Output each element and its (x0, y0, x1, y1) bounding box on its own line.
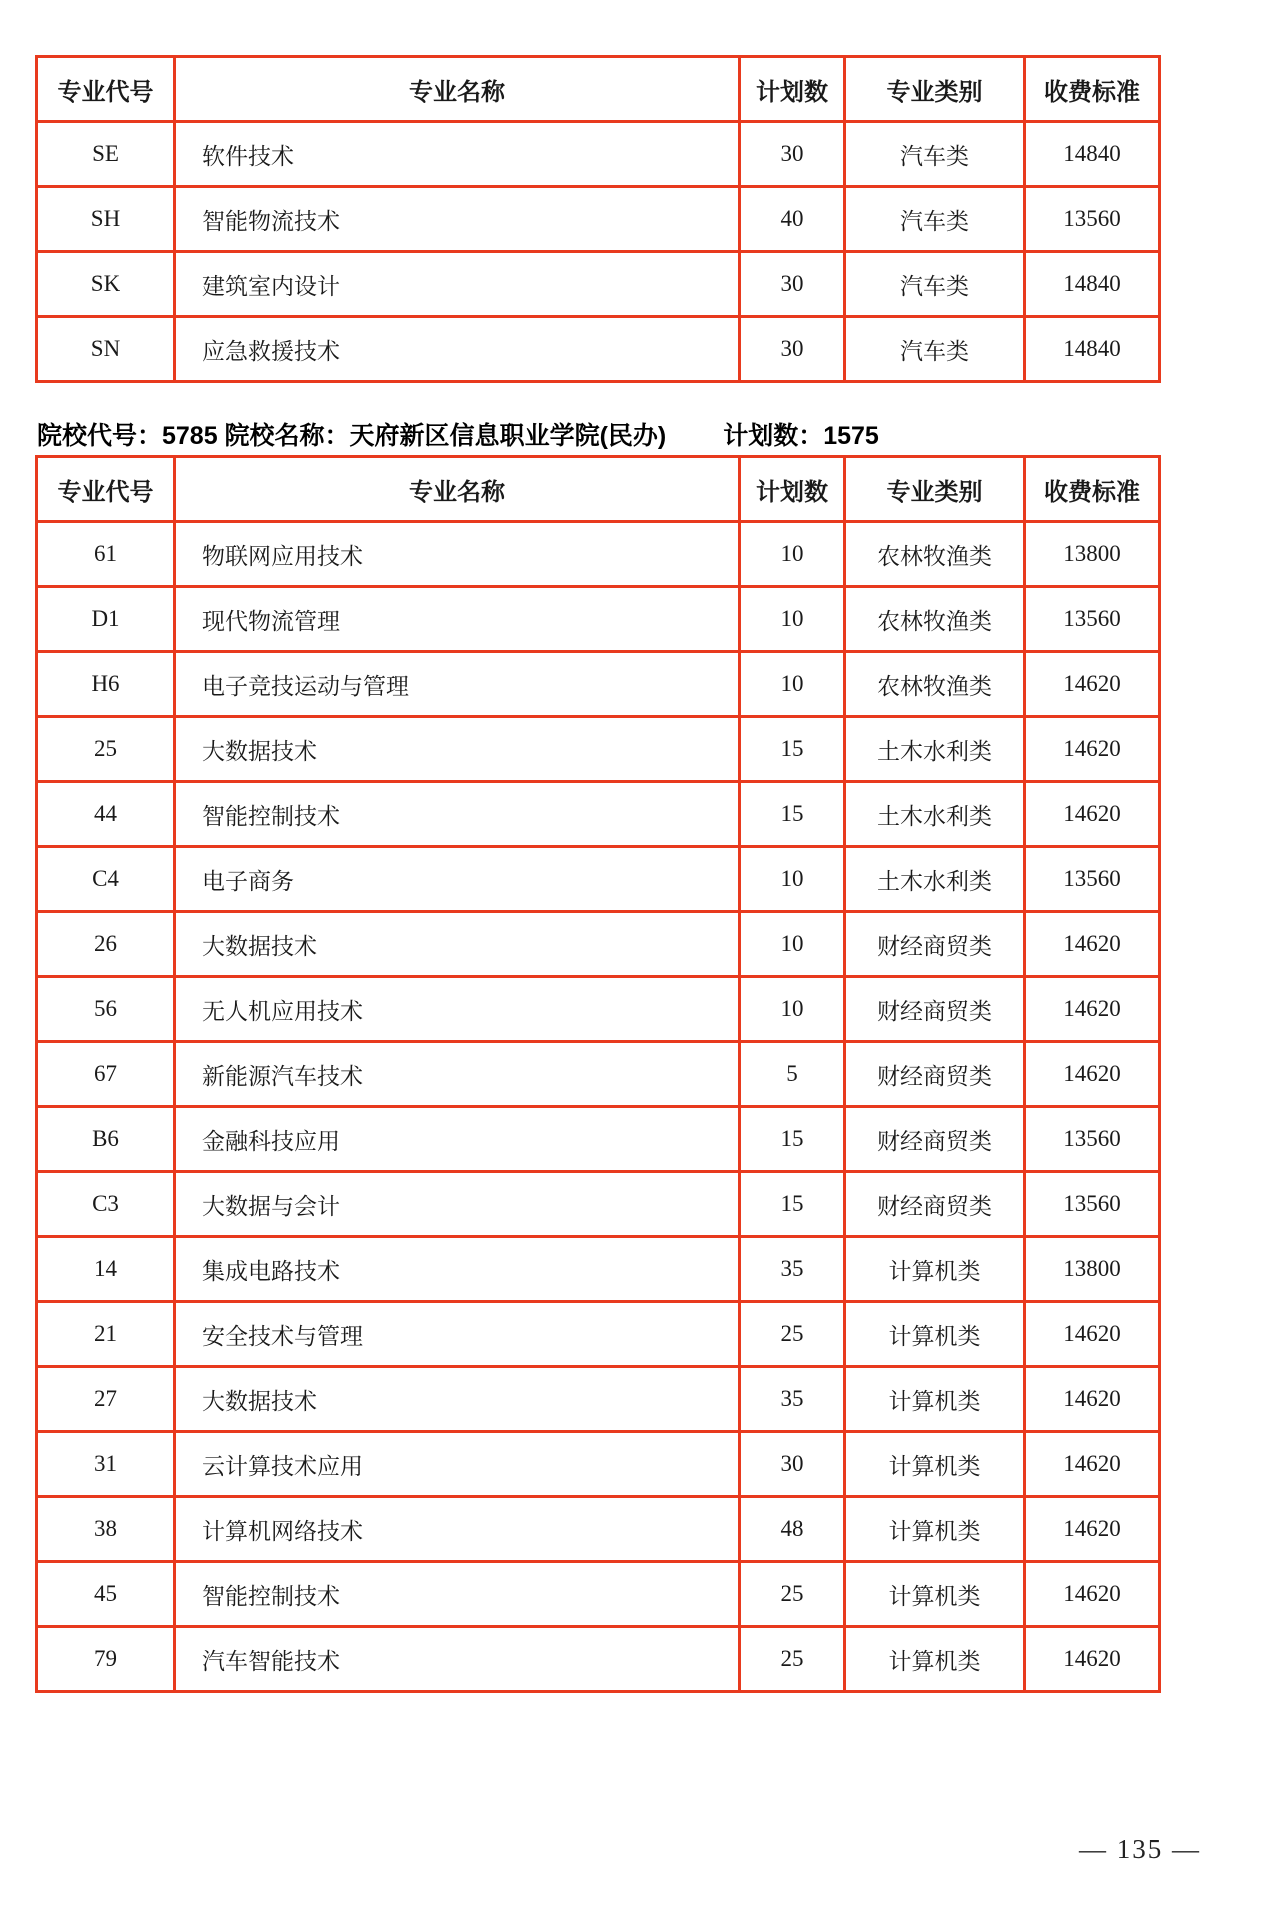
major-code-cell: 21 (37, 1302, 175, 1367)
major-category-cell: 计算机类 (845, 1432, 1025, 1497)
fee-standard-cell: 13560 (1025, 1172, 1160, 1237)
fee-standard-cell: 14840 (1025, 317, 1160, 382)
table-row (37, 1302, 1160, 1367)
plan-count-cell: 15 (740, 717, 845, 782)
institution-heading (37, 419, 1217, 453)
major-category-cell: 财经商贸类 (845, 1172, 1025, 1237)
plan-count-cell: 40 (740, 187, 845, 252)
fee-standard-cell: 13800 (1025, 1237, 1160, 1302)
plan-count-cell: 30 (740, 122, 845, 187)
major-code-cell: 61 (37, 522, 175, 587)
column-header: 计划数 (740, 457, 845, 522)
table-row (37, 122, 1160, 187)
plan-count-cell: 25 (740, 1627, 845, 1692)
fee-standard-cell: 13560 (1025, 187, 1160, 252)
table-row (37, 977, 1160, 1042)
major-name-cell: 现代物流管理 (175, 587, 740, 652)
table-row (37, 1627, 1160, 1692)
major-category-cell: 财经商贸类 (845, 912, 1025, 977)
major-code-cell: B6 (37, 1107, 175, 1172)
major-category-cell: 土木水利类 (845, 847, 1025, 912)
fee-standard-cell: 13800 (1025, 522, 1160, 587)
column-header: 专业代号 (37, 457, 175, 522)
page-number: — 135 — (1079, 1834, 1201, 1864)
plan-count-cell: 15 (740, 782, 845, 847)
plan-count-cell: 10 (740, 652, 845, 717)
fee-standard-cell: 14620 (1025, 717, 1160, 782)
plan-count-cell: 15 (740, 1107, 845, 1172)
table-row (37, 1172, 1160, 1237)
fee-standard-cell: 13560 (1025, 1107, 1160, 1172)
fee-standard-cell: 14620 (1025, 912, 1160, 977)
fee-standard-cell: 14620 (1025, 1627, 1160, 1692)
fee-standard-cell: 14840 (1025, 122, 1160, 187)
major-name-cell: 大数据技术 (175, 1367, 740, 1432)
table-row (37, 252, 1160, 317)
fee-standard-cell: 14620 (1025, 1562, 1160, 1627)
major-category-cell: 土木水利类 (845, 782, 1025, 847)
major-code-cell: SK (37, 252, 175, 317)
plan-count-cell: 15 (740, 1172, 845, 1237)
plan-count-cell: 10 (740, 587, 845, 652)
table-header-row (37, 57, 1160, 122)
major-code-cell: SE (37, 122, 175, 187)
major-name-cell: 无人机应用技术 (175, 977, 740, 1042)
major-code-cell: 44 (37, 782, 175, 847)
plan-count-cell: 35 (740, 1367, 845, 1432)
table-row (37, 1562, 1160, 1627)
major-code-cell: 27 (37, 1367, 175, 1432)
table-row (37, 652, 1160, 717)
fee-standard-cell: 14620 (1025, 1367, 1160, 1432)
plan-count-cell: 35 (740, 1237, 845, 1302)
column-header: 计划数 (740, 57, 845, 122)
major-code-cell: C3 (37, 1172, 175, 1237)
major-code-cell: SH (37, 187, 175, 252)
plan-count-cell: 30 (740, 1432, 845, 1497)
table-row (37, 1042, 1160, 1107)
fee-standard-cell: 14840 (1025, 252, 1160, 317)
major-category-cell: 财经商贸类 (845, 1042, 1025, 1107)
column-header: 专业类别 (845, 57, 1025, 122)
major-name-cell: 智能控制技术 (175, 1562, 740, 1627)
column-header: 专业代号 (37, 57, 175, 122)
institution-code-name: 院校代号：5785 院校名称：天府新区信息职业学院(民办) (37, 422, 667, 450)
plan-count-cell: 30 (740, 317, 845, 382)
column-header: 专业名称 (175, 457, 740, 522)
table-row (37, 847, 1160, 912)
column-header: 专业名称 (175, 57, 740, 122)
major-code-cell: 31 (37, 1432, 175, 1497)
major-code-cell: H6 (37, 652, 175, 717)
table-row (37, 782, 1160, 847)
major-code-cell: 14 (37, 1237, 175, 1302)
major-name-cell: 电子竞技运动与管理 (175, 652, 740, 717)
plan-count-cell: 5 (740, 1042, 845, 1107)
table-row (37, 1367, 1160, 1432)
fee-standard-cell: 13560 (1025, 587, 1160, 652)
major-name-cell: 金融科技应用 (175, 1107, 740, 1172)
major-code-cell: D1 (37, 587, 175, 652)
major-category-cell: 计算机类 (845, 1237, 1025, 1302)
fee-standard-cell: 14620 (1025, 1497, 1160, 1562)
plan-count-cell: 25 (740, 1302, 845, 1367)
fee-standard-cell: 14620 (1025, 977, 1160, 1042)
fee-standard-cell: 14620 (1025, 1432, 1160, 1497)
major-name-cell: 物联网应用技术 (175, 522, 740, 587)
major-code-cell: C4 (37, 847, 175, 912)
major-code-cell: 26 (37, 912, 175, 977)
plan-count-cell: 48 (740, 1497, 845, 1562)
column-header: 专业类别 (845, 457, 1025, 522)
major-name-cell: 云计算技术应用 (175, 1432, 740, 1497)
major-category-cell: 计算机类 (845, 1562, 1025, 1627)
major-name-cell: 智能物流技术 (175, 187, 740, 252)
table-row (37, 1432, 1160, 1497)
major-name-cell: 智能控制技术 (175, 782, 740, 847)
table-row (37, 1497, 1160, 1562)
plan-count-cell: 25 (740, 1562, 845, 1627)
table-row (37, 522, 1160, 587)
major-category-cell: 土木水利类 (845, 717, 1025, 782)
fee-standard-cell: 14620 (1025, 782, 1160, 847)
column-header: 收费标准 (1025, 457, 1160, 522)
major-name-cell: 汽车智能技术 (175, 1627, 740, 1692)
major-category-cell: 汽车类 (845, 122, 1025, 187)
major-name-cell: 新能源汽车技术 (175, 1042, 740, 1107)
major-code-cell: 38 (37, 1497, 175, 1562)
major-category-cell: 农林牧渔类 (845, 652, 1025, 717)
table-row (37, 587, 1160, 652)
major-name-cell: 应急救援技术 (175, 317, 740, 382)
major-code-cell: 79 (37, 1627, 175, 1692)
plan-count-cell: 10 (740, 847, 845, 912)
major-name-cell: 大数据技术 (175, 912, 740, 977)
fee-standard-cell: 14620 (1025, 1042, 1160, 1107)
major-name-cell: 大数据与会计 (175, 1172, 740, 1237)
major-name-cell: 集成电路技术 (175, 1237, 740, 1302)
major-name-cell: 大数据技术 (175, 717, 740, 782)
major-category-cell: 财经商贸类 (845, 977, 1025, 1042)
major-name-cell: 软件技术 (175, 122, 740, 187)
major-category-cell: 农林牧渔类 (845, 587, 1025, 652)
major-name-cell: 电子商务 (175, 847, 740, 912)
plan-count-cell: 10 (740, 977, 845, 1042)
major-category-cell: 财经商贸类 (845, 1107, 1025, 1172)
fee-standard-cell: 14620 (1025, 1302, 1160, 1367)
major-code-cell: 56 (37, 977, 175, 1042)
table-row (37, 717, 1160, 782)
table-row (37, 1237, 1160, 1302)
major-name-cell: 计算机网络技术 (175, 1497, 740, 1562)
major-code-cell: 67 (37, 1042, 175, 1107)
major-category-cell: 汽车类 (845, 252, 1025, 317)
column-header: 收费标准 (1025, 57, 1160, 122)
plan-count-cell: 10 (740, 912, 845, 977)
table-header-row (37, 457, 1160, 522)
major-category-cell: 汽车类 (845, 187, 1025, 252)
major-name-cell: 建筑室内设计 (175, 252, 740, 317)
major-category-cell: 农林牧渔类 (845, 522, 1025, 587)
major-category-cell: 计算机类 (845, 1497, 1025, 1562)
plan-count-cell: 10 (740, 522, 845, 587)
major-plan-table-2 (35, 455, 1161, 1693)
major-plan-table-1 (35, 55, 1161, 383)
major-code-cell: SN (37, 317, 175, 382)
plan-count-cell: 30 (740, 252, 845, 317)
major-name-cell: 安全技术与管理 (175, 1302, 740, 1367)
major-category-cell: 汽车类 (845, 317, 1025, 382)
fee-standard-cell: 14620 (1025, 652, 1160, 717)
table-row (37, 912, 1160, 977)
institution-plan-total: 计划数：1575 (723, 422, 879, 450)
major-category-cell: 计算机类 (845, 1302, 1025, 1367)
table-row (37, 1107, 1160, 1172)
table-row (37, 317, 1160, 382)
fee-standard-cell: 13560 (1025, 847, 1160, 912)
major-category-cell: 计算机类 (845, 1627, 1025, 1692)
major-code-cell: 25 (37, 717, 175, 782)
major-category-cell: 计算机类 (845, 1367, 1025, 1432)
major-code-cell: 45 (37, 1562, 175, 1627)
table-row (37, 187, 1160, 252)
